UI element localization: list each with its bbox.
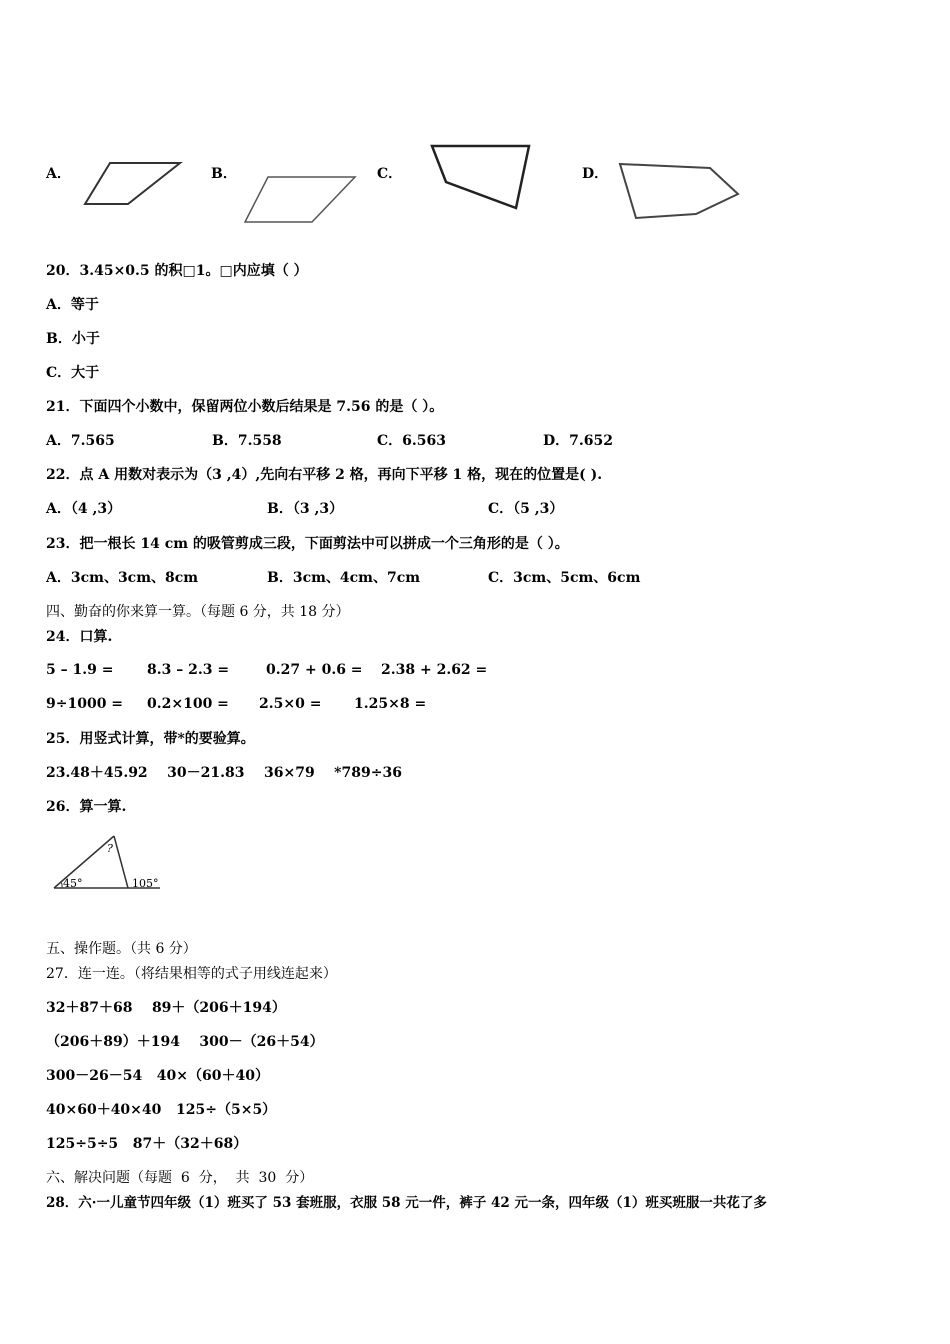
q27-stem: 27．连一连。（将结果相等的式子用线连起来） [46, 966, 337, 982]
q24-expr: 0.27 + 0.6 = [266, 662, 363, 678]
q27-row: 125÷5÷5 87＋（32＋68） [46, 1136, 248, 1152]
q21-option-b: B．7.558 [212, 433, 282, 449]
q22-option-b: B．（3 ,3） [267, 501, 344, 517]
q23-option-c: C．3cm、5cm、6cm [488, 570, 641, 586]
q25-expressions: 23.48＋45.92 30－21.83 36×79 *789÷36 [46, 765, 402, 781]
q19-option-c-label: C． [377, 166, 403, 182]
q24-expr: 1.25×8 = [354, 696, 427, 712]
q24-expr: 2.5×0 = [259, 696, 322, 712]
q26-stem: 26．算一算. [46, 799, 127, 815]
section-4-title: 四、勤奋的你来算一算。（每题 6 分，共 18 分） [46, 604, 350, 620]
q23-stem: 23．把一根长 14 cm 的吸管剪成三段，下面剪法中可以拼成一个三角形的是（ ）。 [46, 536, 569, 552]
q24-stem: 24．口算. [46, 629, 113, 645]
q24-expr: 9÷1000 = [46, 696, 124, 712]
q27-row: 40×60＋40×40 125÷（5×5） [46, 1102, 277, 1118]
quadrilateral-c-figure [426, 138, 536, 214]
triangle-angle-figure [48, 830, 168, 896]
q21-option-c: C．6.563 [377, 433, 446, 449]
section-6-title: 六、解决问题（每题 6 分， 共 30 分） [46, 1170, 314, 1186]
q20-stem: 20．3.45×0.5 的积□1。□内应填（ ） [46, 263, 308, 279]
q27-row: （206＋89）＋194 300－（26＋54） [46, 1034, 324, 1050]
q19-option-b-label: B． [211, 166, 237, 182]
q24-expr: 8.3 – 2.3 = [147, 662, 230, 678]
parallelogram-a-figure [80, 158, 184, 210]
q23-option-b: B．3cm、4cm、7cm [267, 570, 421, 586]
q23-option-a: A．3cm、3cm、8cm [46, 570, 199, 586]
q22-stem: 22．点 A 用数对表示为（3 ,4）,先向右平移 2 格，再向下平移 1 格，现在的位置是( ). [46, 467, 603, 483]
pentagon-d-figure [614, 158, 744, 224]
q22-option-a: A．（4 ,3） [46, 501, 122, 517]
q27-row: 300－26－54 40×（60＋40） [46, 1068, 269, 1084]
angle-45-label: 45° [63, 877, 83, 890]
q19-option-a-label: A． [46, 166, 71, 182]
q22-option-c: C．（5 ,3） [488, 501, 564, 517]
q27-row: 32＋87＋68 89＋（206＋194） [46, 1000, 286, 1016]
q25-stem: 25．用竖式计算，带*的要验算。 [46, 731, 255, 747]
section-5-title: 五、操作题。（共 6 分） [46, 941, 197, 957]
q19-option-d-label: D． [582, 166, 609, 182]
q21-option-a: A．7.565 [46, 433, 115, 449]
q24-expr: 0.2×100 = [147, 696, 229, 712]
q21-stem: 21．下面四个小数中，保留两位小数后结果是 7.56 的是（ ）。 [46, 399, 444, 415]
angle-105-label: 105° [132, 877, 159, 890]
q24-expr: 5 – 1.9 = [46, 662, 114, 678]
q28-stem: 28．六·一儿童节四年级（1）班买了 53 套班服，衣服 58 元一件，裤子 42 元一条，四年级（1）班买班服一共花了多 [46, 1195, 767, 1211]
unknown-angle-label: ? [107, 842, 113, 855]
parallelogram-b-figure [240, 172, 360, 226]
q20-option-c: C．大于 [46, 365, 100, 381]
q24-expr: 2.38 + 2.62 = [381, 662, 488, 678]
q20-option-a: A．等于 [46, 297, 99, 313]
q21-option-d: D．7.652 [543, 433, 613, 449]
q20-option-b: B．小于 [46, 331, 100, 347]
